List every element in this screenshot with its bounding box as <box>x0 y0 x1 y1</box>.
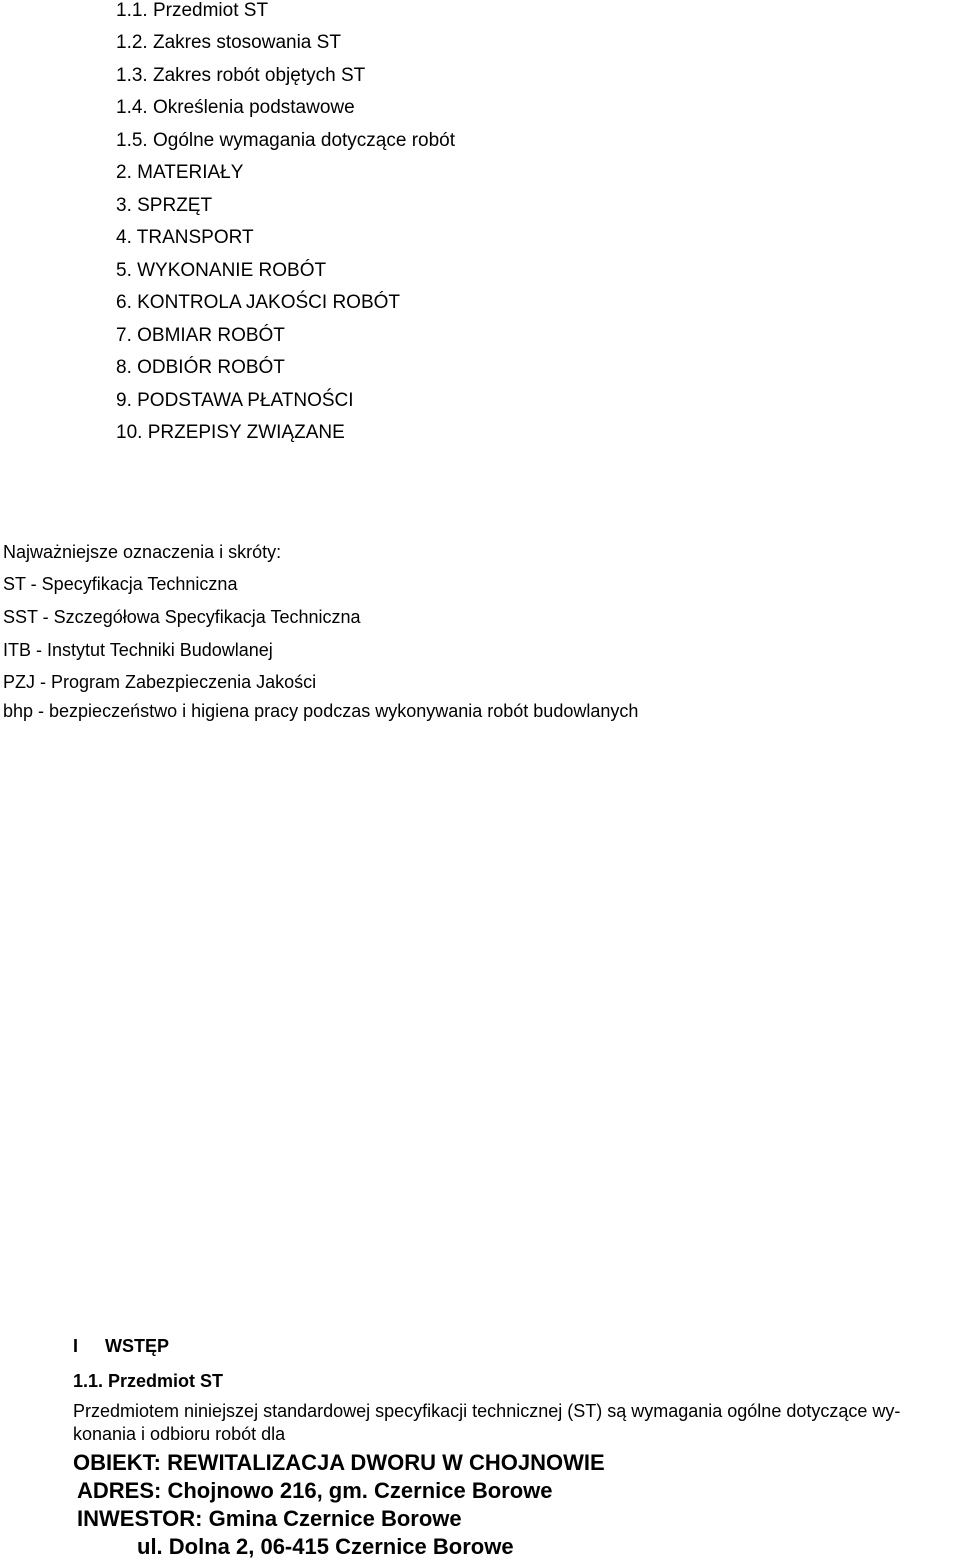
abbreviation-item: ST - Specyfikacja Techniczna <box>3 574 238 594</box>
investor-name: INWESTOR: Gmina Czernice Borowe <box>77 1506 462 1531</box>
paragraph-line: Przedmiotem niniejszej standardowej specyfikacji technicznej (ST) są wymagania ogólne dotyczące wy- <box>73 1401 901 1421</box>
toc-item: 5. WYKONANIE ROBÓT <box>116 260 327 281</box>
abbreviation-item: ITB - Instytut Techniki Budowlanej <box>3 640 273 660</box>
investor-address: ul. Dolna 2, 06-415 Czernice Borowe <box>137 1534 514 1559</box>
toc-item: 3. SPRZĘT <box>116 195 213 216</box>
toc-item: 8. ODBIÓR ROBÓT <box>116 357 285 378</box>
toc-item: 1.5. Ogólne wymagania dotyczące robót <box>116 130 456 151</box>
object-address: ADRES: Chojnowo 216, gm. Czernice Borowe <box>77 1478 553 1503</box>
toc-item: 6. KONTROLA JAKOŚCI ROBÓT <box>116 292 401 313</box>
abbreviation-item: bhp - bezpieczeństwo i higiena pracy podczas wykonywania robót budowlanych <box>3 701 639 721</box>
section-number: I <box>73 1336 79 1356</box>
abbreviation-item: PZJ - Program Zabezpieczenia Jakości <box>3 672 317 692</box>
toc-item: 7. OBMIAR ROBÓT <box>116 325 285 346</box>
abbreviation-item: SST - Szczegółowa Specyfikacja Techniczna <box>3 607 361 627</box>
section-title: WSTĘP <box>105 1336 170 1356</box>
toc-item: 1.3. Zakres robót objętych ST <box>116 65 366 86</box>
toc-item: 4. TRANSPORT <box>116 227 254 248</box>
paragraph-line: konania i odbioru robót dla <box>73 1424 286 1444</box>
subsection-title: 1.1. Przedmiot ST <box>73 1371 224 1391</box>
toc-item: 1.4. Określenia podstawowe <box>116 97 355 118</box>
toc-item: 1.1. Przedmiot ST <box>116 0 269 21</box>
toc-item: 9. PODSTAWA PŁATNOŚCI <box>116 390 354 411</box>
toc-item: 10. PRZEPISY ZWIĄZANE <box>116 422 345 443</box>
toc-item: 2. MATERIAŁY <box>116 162 244 183</box>
abbreviations-heading: Najważniejsze oznaczenia i skróty: <box>3 542 282 562</box>
toc-item: 1.2. Zakres stosowania ST <box>116 32 341 53</box>
object-name: OBIEKT: REWITALIZACJA DWORU W CHOJNOWIE <box>73 1450 605 1475</box>
